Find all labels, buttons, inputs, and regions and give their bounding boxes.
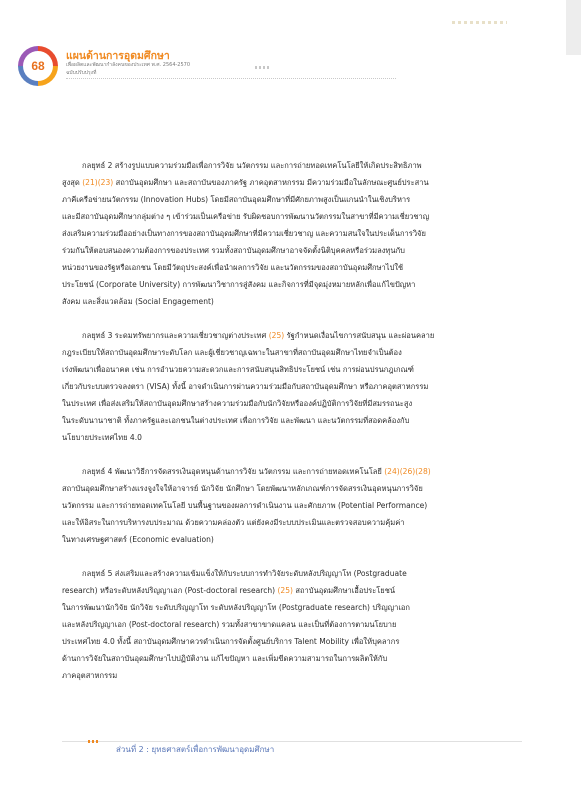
paragraph-text: และมีสถาบันอุดมศึกษากลุ่มต่าง ๆ เข้าร่วมเป็นเครือข่าย รับผิดชอบการพัฒนานวัตกรรมในสาขาที่มีความเชี่ยวชาญ (62, 212, 430, 221)
paragraph-line (62, 463, 522, 480)
paragraph-line (62, 208, 522, 225)
reference-citation: (24)(26)(28) (384, 467, 431, 476)
paragraph-text: กฎระเบียบให้สถาบันอุดมศึกษาระดับโลก และผู้เชี่ยวชาญเฉพาะในสาขาที่สถาบันอุดมศึกษาไทยจำเป็นต้อง (62, 348, 402, 357)
paragraph-text: เกี่ยวกับระบบตรวจลงตรา (VISA) ทั้งนี้ อาจดำเนินการผ่านความร่วมมือกับสถาบันอุดมศึกษา หรือภาคอุตสาหกรรม (62, 382, 429, 391)
paragraph-text: ภาคีเครือข่ายนวัตกรรม (Innovation Hubs) โดยมีสถาบันอุดมศึกษาที่มีศักยภาพสูงเป็นแกนนำในเชิงบริหาร (62, 195, 411, 204)
page-number-badge (18, 46, 58, 86)
strategy-paragraph (62, 157, 522, 310)
paragraph-line (62, 480, 522, 497)
paragraph-text: ในประเทศ เพื่อส่งเสริมให้สถาบันอุดมศึกษาสร้างความร่วมมือกับนักวิจัยหรือองค์ปฏิบัติการวิจัยที่มีสมรรถนะสูง (62, 399, 413, 408)
strategy-paragraph (62, 565, 522, 684)
main-content (62, 157, 522, 701)
page-number: 68 (23, 51, 53, 81)
paragraph-text: สูงสุด (62, 178, 83, 187)
header-subtitle-2: ฉบับปรับปรุงที่ (66, 70, 97, 76)
paragraph-text: ส่งเสริมความร่วมมืออย่างเป็นทางการของสถาบันอุดมศึกษาที่มีความเชี่ยวชาญ และความสนใจในประเด็นการวิจัย (62, 229, 426, 238)
paragraph-line (62, 191, 522, 208)
paragraph-text: กลยุทธ์ 2 สร้างรูปแบบความร่วมมือเพื่อการวิจัย นวัตกรรม และการถ่ายทอดเทคโนโลยีให้เกิดประสิทธิภาพ (82, 161, 422, 170)
paragraph-line (62, 582, 522, 599)
paragraph-text: ในการพัฒนานักวิจัย นักวิจัย ระดับปริญญาโท ระดับหลังปริญญาโท (Postgraduate research) ปริญญาเอก (62, 603, 411, 612)
paragraph-text: ประเทศไทย 4.0 ทั้งนี้ สถาบันอุดมศึกษาควรดำเนินการจัดตั้งศูนย์บริการ Talent Mobility เพื่อให้บุคลากร (62, 637, 400, 646)
paragraph-line (62, 429, 522, 446)
paragraph-line (62, 650, 522, 667)
paragraph-line (62, 633, 522, 650)
paragraph-text: รัฐกำหนดเงื่อนไขการสนับสนุน และผ่อนคลาย (284, 331, 435, 340)
paragraph-text: กลยุทธ์ 4 พัฒนาวิธีการจัดสรรเงินอุดหนุนด้านการวิจัย นวัตกรรม และการถ่ายทอดเทคโนโลยี (82, 467, 385, 476)
reference-citation: (25) (277, 586, 293, 595)
header-decoration-dots (452, 21, 507, 24)
paragraph-text: สถาบันอุดมศึกษา และสถาบันของภาครัฐ ภาคอุตสาหกรรม มีความร่วมมือในลักษณะศูนย์ประสาน (113, 178, 429, 187)
paragraph-text: ด้านการวิจัยในสถาบันอุดมศึกษาไปปฏิบัติงาน แก้ไขปัญหา และเพิ่มขีดความสามารถในการผลิตให้กับ (62, 654, 388, 663)
header-title: แผนด้านการอุดมศึกษา (66, 50, 170, 62)
footer-dots (88, 740, 100, 743)
paragraph-line (62, 344, 522, 361)
paragraph-line (62, 531, 522, 548)
paragraph-text: และให้อิสระในการบริหารงบประมาณ ด้วยความคล่องตัว แต่ยังคงมีระบบประเมินและตรวจสอบความคุ้มค่า (62, 518, 405, 527)
header-subtitle: เพื่อผลิตและพัฒนากำลังคนของประเทศ พ.ศ. 2564-2570 (66, 62, 191, 68)
paragraph-line (62, 242, 522, 259)
paragraph-text: และหลังปริญญาเอก (Post-doctoral research) รวมทั้งสาขาขาดแคลน และเป็นที่ต้องการตามนโยบาย (62, 620, 397, 629)
paragraph-line (62, 327, 522, 344)
paragraph-line (62, 497, 522, 514)
strategy-paragraph (62, 463, 522, 548)
paragraph-line (62, 667, 522, 684)
paragraph-line (62, 599, 522, 616)
paragraph-text: สถาบันอุดมศึกษาสร้างแรงจูงใจให้อาจารย์ นักวิจัย นักศึกษา โดยพัฒนาหลักเกณฑ์การจัดสรรเงินอุดหนุนการวิจัย (62, 484, 423, 493)
paragraph-line (62, 174, 522, 191)
paragraph-text: สังคม และสิ่งแวดล้อม (Social Engagement) (62, 297, 214, 306)
paragraph-line (62, 412, 522, 429)
paragraph-text: นวัตกรรม และการถ่ายทอดเทคโนโลยี บนพื้นฐานของผลการดำเนินงาน และศักยภาพ (Potential Performance) (62, 501, 428, 510)
paragraph-line (62, 276, 522, 293)
paragraph-line (62, 157, 522, 174)
paragraph-text: กลยุทธ์ 3 ระดมทรัพยากรและความเชี่ยวชาญต่างประเทศ (82, 331, 269, 340)
paragraph-text: ในระดับนานาชาติ ทั้งภาครัฐและเอกชนในต่างประเทศ เพื่อการวิจัย และพัฒนา และนวัตกรรมที่สอดคล้องกับ (62, 416, 410, 425)
strategy-paragraph (62, 327, 522, 446)
paragraph-line (62, 616, 522, 633)
paragraph-text: ในทางเศรษฐศาสตร์ (Economic evaluation) (62, 535, 214, 544)
footer-divider (62, 741, 522, 742)
paragraph-text: ร่วมกันให้ตอบสนองความต้องการของประเทศ รวมทั้งสถาบันอุดมศึกษาอาจจัดตั้งนิติบุคคลหรือร่วมลงทุนกับ (62, 246, 405, 255)
paragraph-text: กลยุทธ์ 5 ส่งเสริมและสร้างความเข้มแข็งให้กับระบบการทำวิจัยระดับหลังปริญญาโท (Postgraduate (82, 569, 407, 578)
paragraph-line (62, 293, 522, 310)
paragraph-line (62, 378, 522, 395)
header-divider (66, 78, 396, 79)
paragraph-line (62, 225, 522, 242)
header-dots (255, 66, 269, 69)
paragraph-text: เร่งพัฒนาเพื่ออนาคต เช่น การอำนวยความสะดวกและการสนับสนุนสิทธิประโยชน์ เช่น การผ่อนปรนกฎเกณฑ์ (62, 365, 414, 374)
paragraph-line (62, 514, 522, 531)
reference-citation: (25) (268, 331, 285, 340)
paragraph-line (62, 259, 522, 276)
footer-section-title: ส่วนที่ 2 : ยุทธศาสตร์เพื่อการพัฒนาอุดมศึกษา (116, 745, 275, 754)
paragraph-line (62, 395, 522, 412)
paragraph-line (62, 361, 522, 378)
paragraph-text: สถาบันอุดมศึกษาเอื้อประโยชน์ (292, 586, 396, 595)
paragraph-text: ภาคอุตสาหกรรม (62, 671, 118, 680)
paragraph-line (62, 565, 522, 582)
reference-citation: (21)(23) (82, 178, 114, 187)
paragraph-text: หน่วยงานของรัฐหรือเอกชน โดยมีวัตถุประสงค์เพื่อนำผลการวิจัย และนวัตกรรมของสถาบันอุดมศึกษาไปใช้ (62, 263, 404, 272)
paragraph-text: นโยบายประเทศไทย 4.0 (62, 433, 142, 442)
paragraph-text: ประโยชน์ (Corporate University) การพัฒนาวิชาการสู่สังคม และกิจการที่มีจุดมุ่งหมายหลักเพื่อแก้ไขปัญหา (62, 280, 416, 289)
header-decoration-tab (566, 0, 581, 55)
paragraph-text: research) หรือระดับหลังปริญญาเอก (Post-doctoral research) (62, 586, 278, 595)
